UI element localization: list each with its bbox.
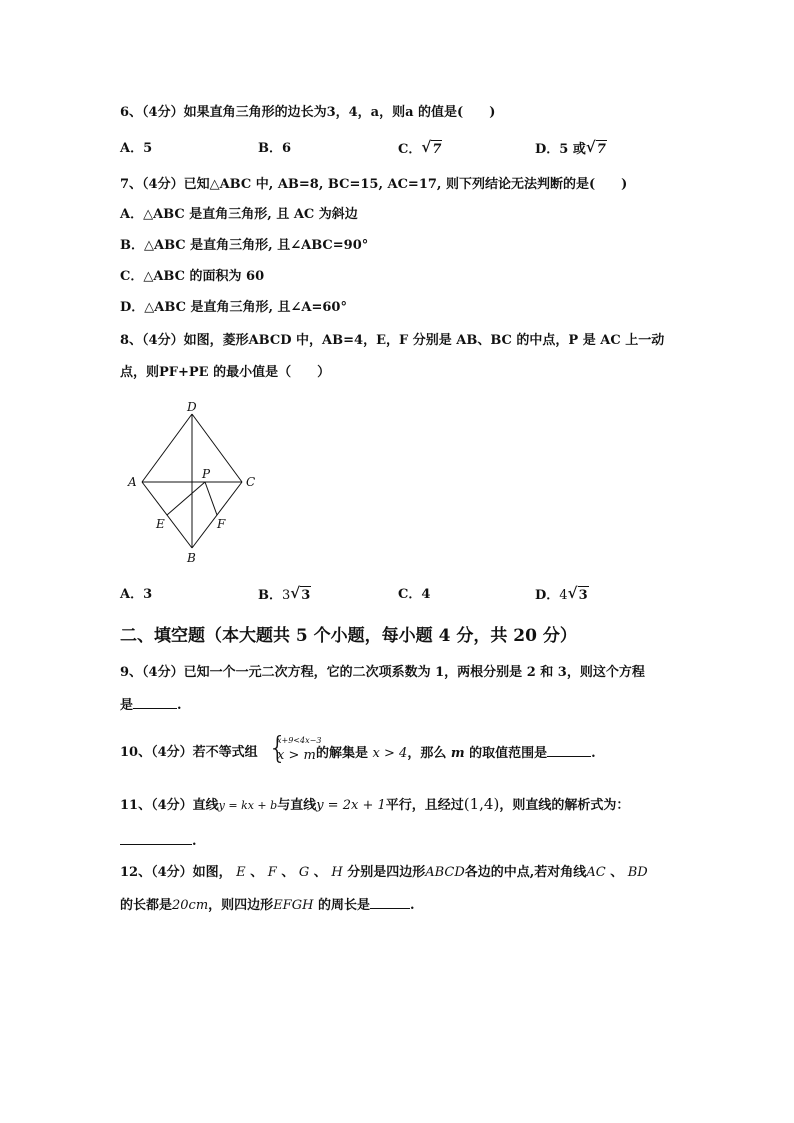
label-a: A bbox=[128, 475, 137, 489]
q9-answer-blank[interactable] bbox=[133, 696, 177, 709]
q10-mid-math: x > 4 bbox=[372, 746, 408, 761]
q6-option-d-prefix: D．5 或 bbox=[535, 142, 586, 157]
sqrt-symbol: √ 3 bbox=[567, 584, 588, 603]
q12-stem-line2 bbox=[120, 896, 415, 915]
label-f: F bbox=[217, 517, 226, 531]
q10-sys-top: x+9<4x−3 bbox=[277, 736, 322, 745]
q11-pre: 11、（4分）直线 bbox=[120, 798, 219, 813]
label-e: E bbox=[156, 517, 165, 531]
q10-stem-pre: 10、（4分）若不等式组 bbox=[120, 745, 258, 760]
q9-line2-pre: 是 bbox=[120, 698, 134, 713]
q7-option-b[interactable]: B．△ABC 是直角三角形, 且∠ABC=90° bbox=[120, 238, 369, 253]
q12-stem-line1 bbox=[120, 864, 648, 882]
q7-option-c[interactable]: C．△ABC 的面积为 60 bbox=[120, 269, 265, 284]
q7-option-a[interactable]: A．△ABC 是直角三角形, 且 AC 为斜边 bbox=[120, 207, 358, 222]
q8-option-b[interactable] bbox=[258, 586, 311, 605]
q11-answer-line bbox=[120, 832, 197, 851]
label-b: B bbox=[187, 551, 196, 565]
q12-mid2: 各边的中点,若对角线 bbox=[464, 865, 587, 880]
q10-end: . bbox=[591, 746, 596, 761]
section-title: 二、填空题（本大题共 5 个小题，每小题 4 分，共 20 分） bbox=[120, 626, 577, 646]
q12-answer-blank[interactable] bbox=[370, 896, 410, 909]
q12-len: 20cm bbox=[172, 898, 209, 913]
sqrt-symbol: √ 7 bbox=[585, 138, 606, 157]
q11-end: . bbox=[192, 834, 197, 849]
q12-pre: 12、（4分）如图， bbox=[120, 865, 232, 880]
q8-option-d[interactable] bbox=[535, 586, 589, 605]
rhombus-figure bbox=[120, 400, 280, 570]
q8-stem-line2: 点，则PF+PE 的最小值是（ ） bbox=[120, 365, 331, 380]
q12-line2-mid: ，则四边形 bbox=[208, 898, 274, 913]
q10-mid1: 的解集是 bbox=[316, 746, 369, 761]
q6-option-d[interactable] bbox=[535, 140, 607, 159]
q6-option-b[interactable]: B．6 bbox=[258, 141, 292, 156]
q10-inequality-system bbox=[268, 731, 322, 770]
q12-sep: 、 bbox=[281, 865, 295, 880]
q12-end: . bbox=[409, 898, 415, 913]
q12-mid1: 分别是四边形 bbox=[347, 865, 426, 880]
q9-stem-line1: 9、（4分）已知一个一元二次方程，它的二次项系数为 1，两根分别是 2 和 3，则这个方程 bbox=[120, 665, 645, 680]
q6-stem: 6、（4分）如果直角三角形的边长为3，4，a，则a 的值是( ) bbox=[120, 105, 496, 120]
q12-bd: BD bbox=[627, 865, 648, 880]
sqrt-symbol: √ 3 bbox=[290, 584, 311, 603]
q8-option-b-coef: 3 bbox=[282, 588, 291, 603]
segment-pf bbox=[205, 482, 217, 515]
q9-line2-post: . bbox=[177, 698, 182, 713]
q12-abcd: ABCD bbox=[425, 865, 465, 880]
q12-e: E bbox=[236, 865, 246, 880]
q11-post: ，则直线的解析式为： bbox=[499, 798, 630, 813]
q8-stem-line1: 8、（4分）如图，菱形ABCD 中，AB=4，E，F 分别是 AB、BC 的中点，P 是 AC 上一动 bbox=[120, 333, 665, 348]
q12-line2-pre: 的长都是 bbox=[120, 898, 173, 913]
q10-mid2: ，那么 bbox=[407, 746, 447, 761]
edge-da bbox=[142, 414, 192, 482]
segment-pe bbox=[167, 482, 205, 515]
q6-option-a[interactable]: A．5 bbox=[120, 141, 153, 156]
q12-sep: 、 bbox=[250, 865, 264, 880]
q8-option-a[interactable]: A．3 bbox=[120, 587, 153, 602]
q11-stem bbox=[120, 795, 629, 815]
q10-m: m bbox=[450, 746, 465, 761]
q8-option-d-prefix: D． bbox=[535, 588, 560, 603]
q7-stem: 7、（4分）已知△ABC 中, AB=8, BC=15, AC=17, 则下列结论无法判断的是( ) bbox=[120, 177, 628, 192]
q10-stem-post bbox=[316, 744, 596, 763]
q12-sep: 、 bbox=[313, 865, 327, 880]
q6-option-c-prefix: C． bbox=[398, 142, 422, 157]
q11-eq1: y = kx + b bbox=[218, 799, 278, 812]
q9-stem-line2 bbox=[120, 696, 182, 715]
brace-icon: { bbox=[268, 731, 288, 766]
q10-sys-bot: x > m bbox=[277, 748, 316, 763]
q12-g: G bbox=[298, 865, 310, 880]
q12-f: F bbox=[267, 865, 277, 880]
q10-answer-blank[interactable] bbox=[547, 744, 591, 757]
label-d: D bbox=[187, 400, 197, 414]
q11-answer-blank[interactable] bbox=[120, 832, 192, 845]
q7-option-d[interactable]: D．△ABC 是直角三角形, 且∠A=60° bbox=[120, 300, 347, 315]
q10-post: 的取值范围是 bbox=[469, 746, 548, 761]
q11-mid2: 平行，且经过 bbox=[385, 798, 464, 813]
label-c: C bbox=[246, 475, 256, 489]
q12-line2-post: 的周长是 bbox=[317, 898, 370, 913]
label-p: P bbox=[202, 467, 211, 481]
q11-eq2: y = 2x + 1 bbox=[316, 798, 386, 813]
q8-option-c[interactable]: C．4 bbox=[398, 587, 431, 602]
q12-ac: AC bbox=[586, 865, 606, 880]
q12-efgh: EFGH bbox=[273, 898, 314, 913]
q11-point: (1,4) bbox=[463, 795, 500, 813]
q6-option-c[interactable] bbox=[398, 140, 442, 159]
q8-option-b-prefix: B． bbox=[258, 588, 282, 603]
q11-mid1: 与直线 bbox=[277, 798, 317, 813]
q8-option-d-coef: 4 bbox=[559, 588, 568, 603]
sqrt-symbol: √ 7 bbox=[421, 138, 442, 157]
q12-sep: 、 bbox=[610, 865, 624, 880]
q12-h: H bbox=[331, 865, 343, 880]
edge-dc bbox=[192, 414, 242, 482]
